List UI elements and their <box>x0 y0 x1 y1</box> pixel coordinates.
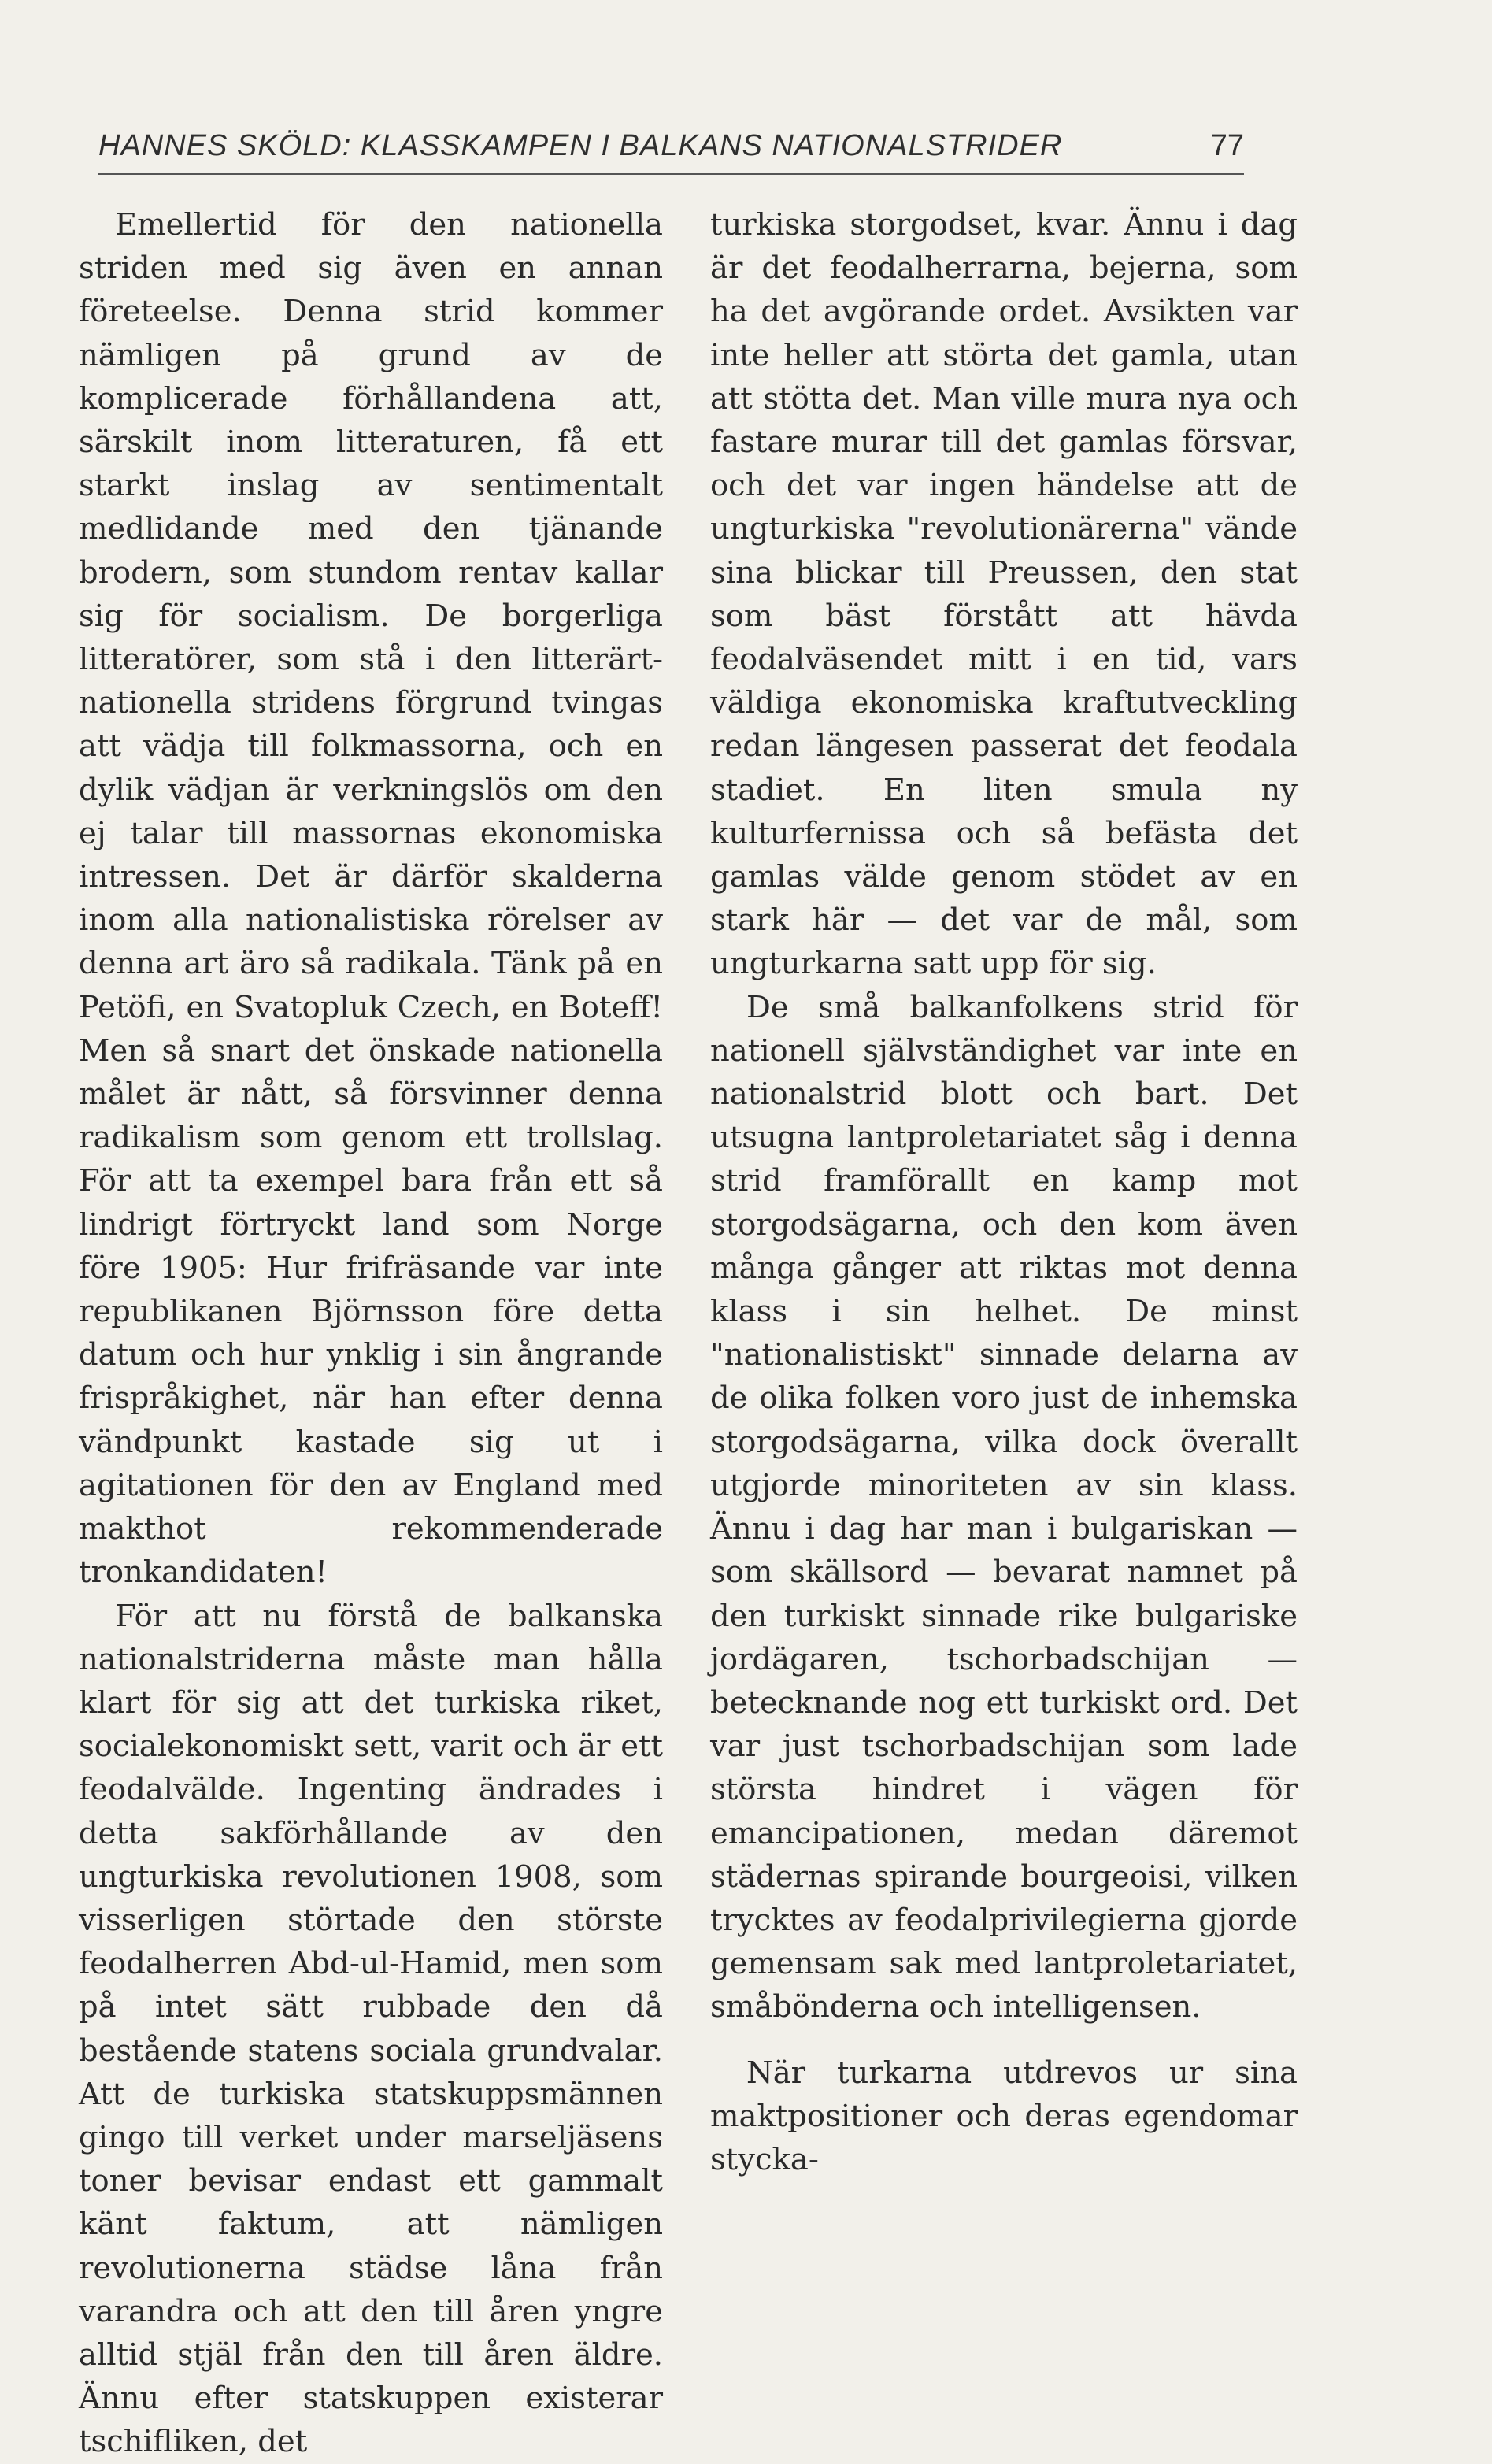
page-header <box>98 126 1244 175</box>
left-column <box>79 203 663 2464</box>
paragraph: När turkarna utdrevos ur sina maktpositioner och deras egendomar stycka- <box>710 2055 1298 2177</box>
running-head: HANNES SKÖLD: KLASSKAMPEN I BALKANS NATIONALSTRIDER <box>98 129 1063 162</box>
right-column <box>710 203 1298 2181</box>
paragraph: För att nu förstå de balkanska nationalstriderna måste man hålla klart för sig att det turkiska riket, socialekonomiskt sett, varit och är ett feodalvälde. Ingenting ändrades i detta sakförhållande av den ungturkiska revolutionen 1908, som visserligen störtade den störste feodalherren Abd-ul-Hamid, men som på intet sätt rubbade den då bestående statens sociala grundvalar. Att de turkiska statskuppsmännen gingo till verket under marseljäsens toner bevisar endast ett gammalt känt faktum, att nämligen revolutionerna städse låna från varandra och att den till åren yngre alltid stjäl från den till åren äldre. Ännu efter statskuppen existerar tschifliken, det <box>79 1598 663 2460</box>
paragraph: De små balkanfolkens strid för nationell självständighet var inte en nationalstrid blott och bart. Det utsugna lantproletariatet såg i denna strid framförallt en kamp mot storgodsägarna, och den kom även många gånger att riktas mot denna klass i sin helhet. De minst "nationalistiskt" sinnade delarna av de olika folken voro just de inhemska storgodsägarna, vilka dock överallt utgjorde minoriteten av sin klass. Ännu i dag har man i bulgariskan — som skällsord — bevarat namnet på den turkiskt sinnade rike bulgariske jordägaren, tschorbadschijan — betecknande nog ett turkiskt ord. Det var just tschorbadschijan som lade största hindret i vägen för emancipationen, medan däremot städernas spirande bourgeoisi, vilken trycktes av feodalprivilegierna gjorde gemensam sak med lantproletariatet, småbönderna och intelligensen. <box>710 989 1298 2025</box>
paragraph: Emellertid för den nationella striden med sig även en annan företeelse. Denna strid kommer nämligen på grund av de komplicerade förhållandena att, särskilt inom litteraturen, få ett starkt inslag av sentimentalt medlidande med den tjänande brodern, som stundom rentav kallar sig för socialism. De borgerliga litteratörer, som stå i den litterärt-nationella stridens förgrund tvingas att vädja till folkmassorna, och en dylik vädjan är verkningslös om den ej talar till massornas ekonomiska intressen. Det är därför skalderna inom alla nationalistiska rörelser av denna art äro så radikala. Tänk på en Petöfi, en Svatopluk Czech, en Boteff! Men så snart det önskade nationella målet är nått, så försvinner denna radikalism som genom ett trollslag. För att ta exempel bara från ett så lindrigt förtryckt land som Norge före 1905: Hur frifräsande var inte republikanen Björnsson före detta datum och hur ynklig i sin ångrande frispråkighet, när han efter denna vändpunkt kastade sig ut i agitationen för den av England med makthot rekommenderade tronkandidaten! <box>79 207 663 1591</box>
paragraph: turkiska storgodset, kvar. Ännu i dag är det feodalherrarna, bejerna, som ha det avgörande ordet. Avsikten var inte heller att störta det gamla, utan att stötta det. Man ville mura nya och fastare murar till det gamlas försvar, och det var ingen händelse att de ungturkiska "revolutionärerna" vände sina blickar till Preussen, den stat som bäst förstått att hävda feodalväsendet mitt i en tid, vars väldiga ekonomiska kraftutveckling redan längesen passerat det feodala stadiet. En liten smula ny kulturfernissa och så befästa det gamlas välde genom stödet av en stark här — det var de mål, som ungturkarna satt upp för sig. <box>710 207 1298 982</box>
page-number: 77 <box>1210 129 1244 162</box>
